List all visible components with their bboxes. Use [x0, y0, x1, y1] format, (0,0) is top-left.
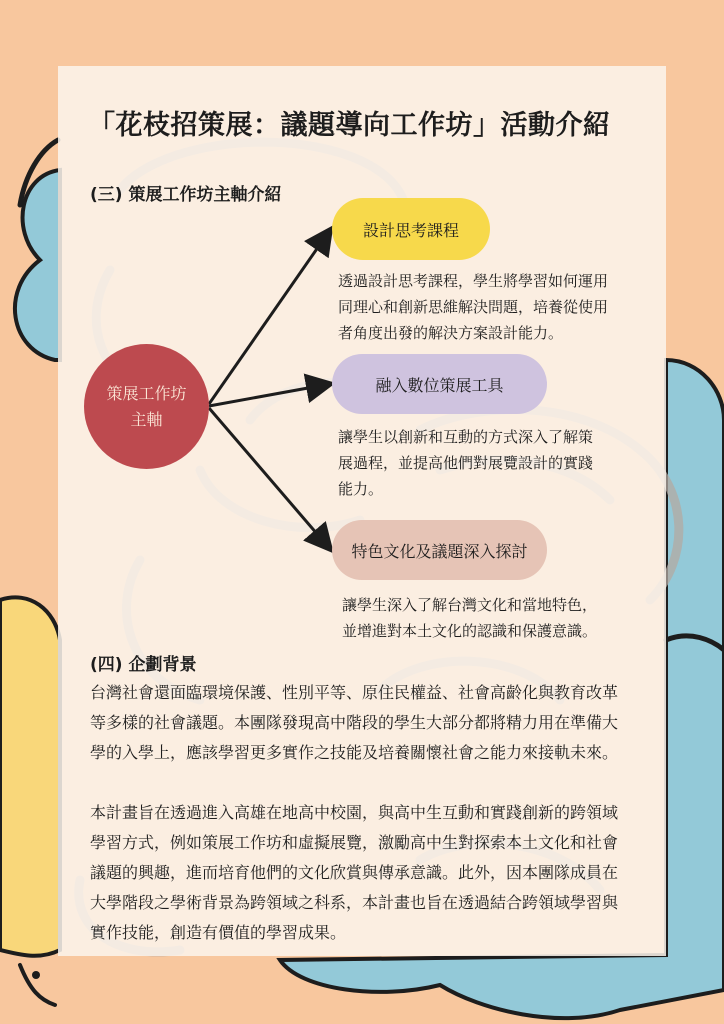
arrow-to-item-2	[209, 384, 330, 406]
center-label-line2: 主軸	[130, 409, 163, 429]
desc-line: 展過程，並提高他們對展覽設計的實踐	[338, 454, 594, 472]
arrow-to-item-3	[209, 408, 330, 549]
pill-digital-tools: 融入數位策展工具	[332, 354, 547, 414]
desc-culture-issues	[342, 592, 642, 644]
desc-design-thinking	[338, 268, 638, 346]
desc-line: 讓學生深入了解台灣文化和當地特色，	[342, 596, 598, 614]
background-paragraph-2: 本計畫旨在透過進入高雄在地高中校園，與高中生互動和實踐創新的跨領域學習方式，例如策展工作坊和虛擬展覽，激勵高中生對探索本土文化和社會議題的興趣，進而培育他們的文化欣賞與傳承意識。此外，因本團隊成員在大學階段之學術背景為跨領域之科系，本計畫也旨在透過結合跨領域學習與實作技能，創造有價值的學習成果。	[90, 803, 619, 942]
background-paragraph-1: 台灣社會還面臨環境保護、性別平等、原住民權益、社會高齡化與教育改革等多樣的社會議題。本團隊發現高中階段的學生大部分都將精力用在準備大學的入學上，應該學習更多實作之技能及培養關懷社會之能力來接軌未來。	[90, 683, 619, 762]
desc-line: 者角度出發的解決方案設計能力。	[338, 324, 564, 342]
desc-line: 同理心和創新思維解決問題，培養從使用	[338, 298, 609, 316]
center-circle	[84, 344, 209, 469]
desc-line: 讓學生以創新和互動的方式深入了解策	[338, 428, 594, 446]
pill-culture-issues: 特色文化及議題深入探討	[332, 520, 547, 580]
desc-line: 能力。	[338, 480, 384, 498]
desc-digital-tools	[338, 424, 638, 502]
section-heading-3: (三) 策展工作坊主軸介紹	[90, 185, 282, 205]
center-label-line1: 策展工作坊	[106, 383, 187, 403]
desc-line: 並增進對本土文化的認識和保護意識。	[342, 622, 598, 640]
pill-design-thinking: 設計思考課程	[332, 198, 490, 260]
arrow-to-item-1	[209, 230, 330, 404]
page-title: 「花枝招策展：議題導向工作坊」活動介紹	[88, 110, 611, 141]
desc-line: 透過設計思考課程，學生將學習如何運用	[338, 272, 609, 290]
section-heading-4: (四) 企劃背景	[90, 655, 197, 675]
